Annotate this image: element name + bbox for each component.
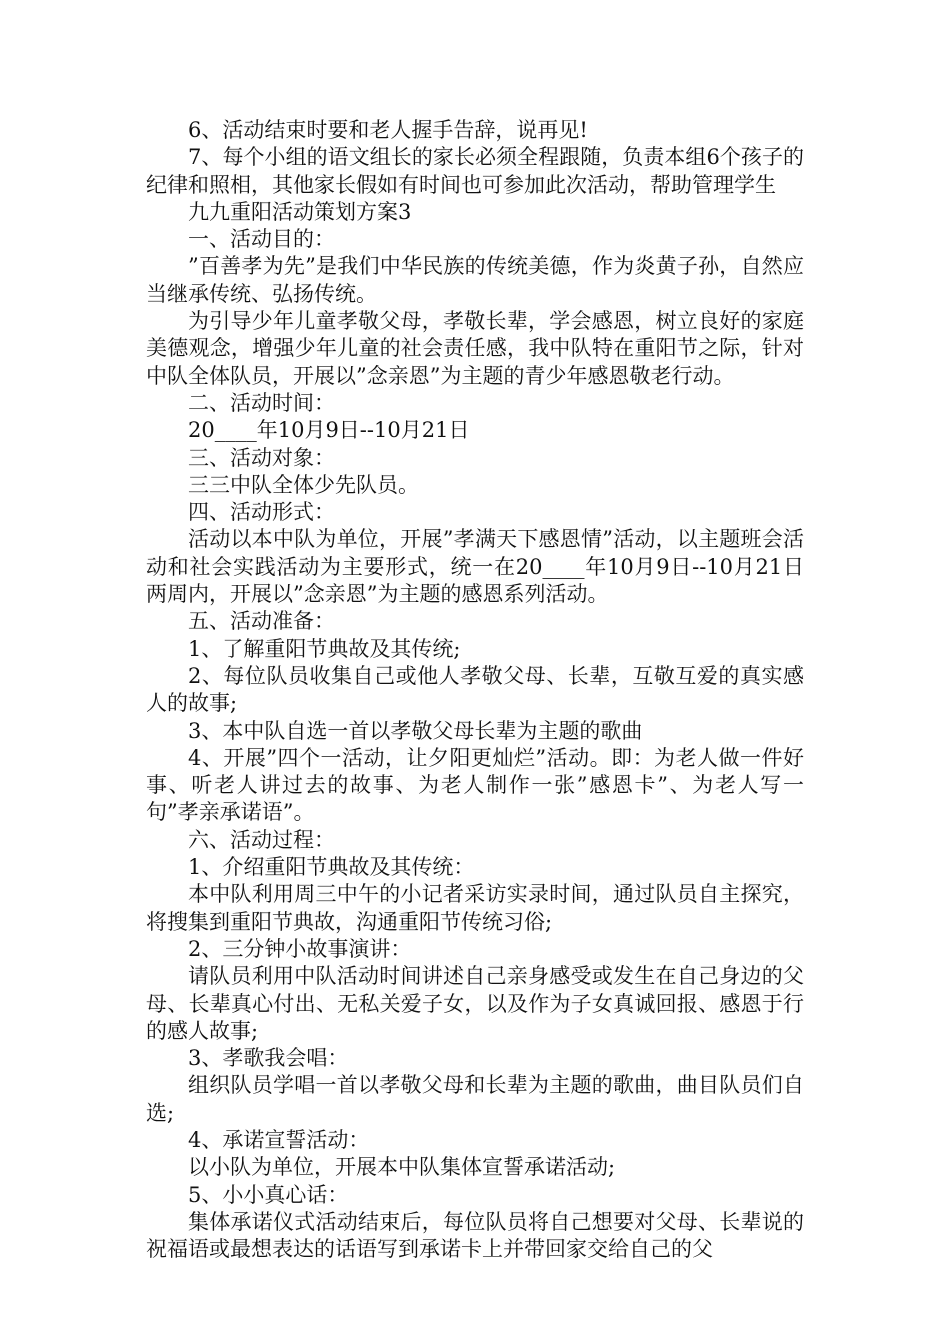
list-item: 1、了解重阳节典故及其传统; bbox=[188, 636, 461, 661]
list-item: 2、三分钟小故事演讲： bbox=[188, 936, 412, 961]
section-heading: 二、活动时间： bbox=[188, 390, 335, 415]
section-heading: 一、活动目的： bbox=[188, 227, 335, 252]
list-item: 3、本中队自选一首以孝敬父母长辈为主题的歌曲 bbox=[188, 718, 643, 743]
list-item: 3、孝歌我会唱： bbox=[188, 1046, 349, 1071]
section-heading: 四、活动形式： bbox=[188, 500, 335, 525]
section-heading: 三、活动对象： bbox=[188, 445, 335, 470]
paragraph: 集体承诺仪式活动结束后，每位队员将自己想要对父母、长辈说的祝福语或最想表达的话语写到承诺卡上并带回家交给自己的父 bbox=[146, 1209, 804, 1262]
section-heading: 六、活动过程： bbox=[188, 827, 335, 852]
paragraph: 三三中队全体少先队员。 bbox=[188, 472, 419, 497]
paragraph: 为引导少年儿童孝敬父母，孝敬长辈，学会感恩，树立良好的家庭美德观念，增强少年儿童的社会责任感，我中队特在重阳节之际，针对中队全体队员，开展以”念亲恩”为主题的青少年感恩敬老行动。 bbox=[146, 309, 804, 388]
paragraph: 活动以本中队为单位，开展”孝满天下感恩情”活动，以主题班会活动和社会实践活动为主要形式，统一在20____年10月9日--10月21日两周内，开展以”念亲恩”为主题的感恩系列活动。 bbox=[146, 527, 804, 607]
list-item: 4、承诺宣誓活动： bbox=[188, 1127, 370, 1152]
paragraph: 20____年10月9日--10月21日 bbox=[188, 418, 470, 443]
paragraph: ”百善孝为先”是我们中华民族的传统美德，作为炎黄子孙，自然应当继承传统、弘扬传统。 bbox=[146, 254, 804, 306]
paragraph: 请队员利用中队活动时间讲述自己亲身感受或发生在自己身边的父母、长辈真心付出、无私关爱子女，以及作为子女真诚回报、感恩于行的感人故事; bbox=[146, 964, 804, 1043]
list-item: 4、开展”四个一活动，让夕阳更灿烂”活动。即：为老人做一件好事、听老人讲过去的故事、为老人制作一张”感恩卡”、为老人写一句”孝亲承诺语”。 bbox=[146, 745, 804, 825]
section-title: 九九重阳活动策划方案3 bbox=[188, 199, 412, 224]
paragraph: 组织队员学唱一首以孝敬父母和长辈为主题的歌曲，曲目队员们自选; bbox=[146, 1073, 804, 1125]
document-body bbox=[146, 117, 804, 1263]
paragraph: 本中队利用周三中午的小记者采访实录时间，通过队员自主探究，将搜集到重阳节典故，沟通重阳节传统习俗; bbox=[146, 882, 804, 934]
list-item: 2、每位队员收集自己或他人孝敬父母、长辈，互敬互爱的真实感人的故事; bbox=[146, 663, 804, 716]
list-item: 1、介绍重阳节典故及其传统： bbox=[188, 855, 475, 880]
list-item: 5、小小真心话： bbox=[188, 1182, 349, 1207]
paragraph: 6、活动结束时要和老人握手告辞，说再见! bbox=[188, 118, 588, 142]
paragraph: 以小队为单位，开展本中队集体宣誓承诺活动; bbox=[188, 1155, 616, 1180]
paragraph: 7、每个小组的语文组长的家长必须全程跟随，负责本组6个孩子的纪律和照相，其他家长假如有时间也可参加此次活动，帮助管理学生 bbox=[146, 145, 804, 197]
section-heading: 五、活动准备： bbox=[188, 609, 335, 634]
